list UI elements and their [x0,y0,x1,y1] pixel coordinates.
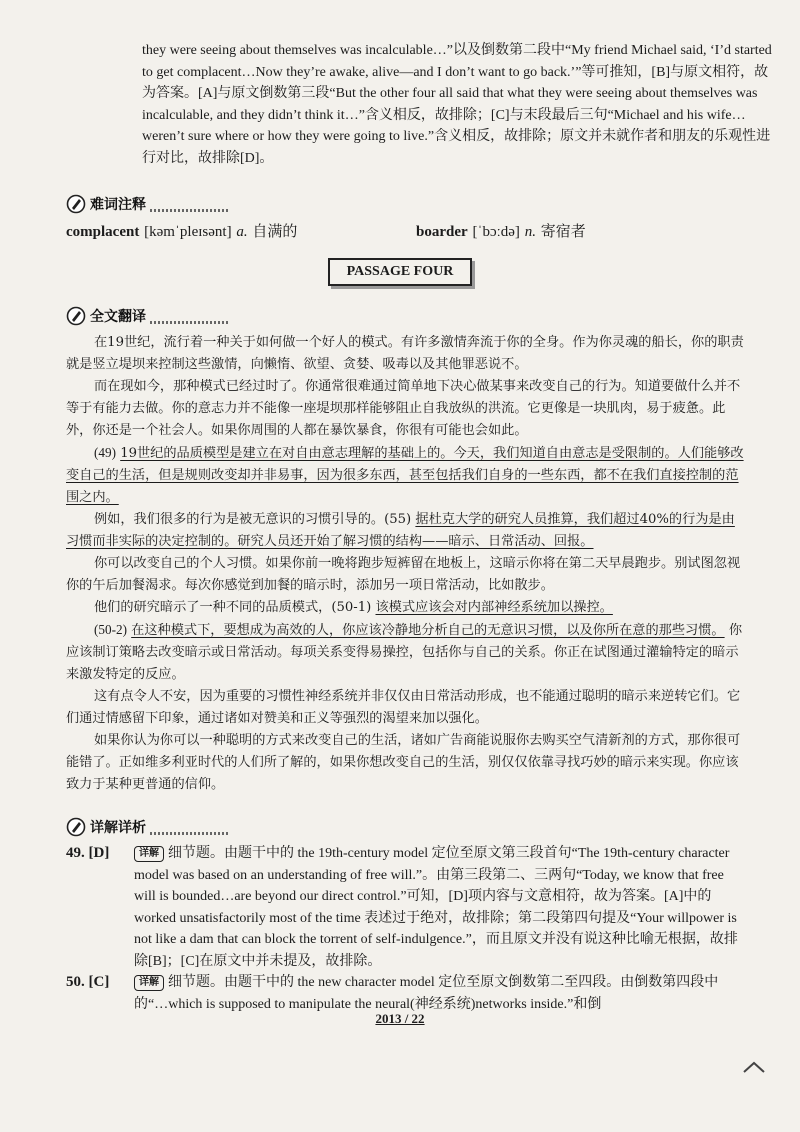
vocab-phonetic: [kəmˈpleɪsənt] [144,224,232,240]
translation-text: 例如，我们很多的行为是被无意识的习惯引导的。(55) [94,512,412,527]
translation-paragraph [66,509,748,553]
explanation-list [66,843,748,1015]
translation-paragraph [66,442,748,509]
vocab-word: boarder [416,224,468,240]
translation-section-header [66,304,230,328]
continuation-paragraph: they were seeing about themselves was incalculable…”以及倒数第二段中“My friend Michael said, ‘I’d started to get complacent…Now they’re awake, alive—and I don’t want to go back.’”等可推知，[B]与原文相符，故为答案。[A]与原文倒数第三段“But the other four all said that what they were seeing about themselves was incalculable, and they didn’t think it…”含义相反，故排除；[C]与末段最后三句“Michael and his wife…weren’t sure where or how they were going to live.”含义相反，故排除；原文并未就作者和朋友的乐观性进行对比，故排除[D]。 [142,43,772,166]
question-answer: 49. [D] [66,845,110,861]
page-number-text: 2013 / 22 [375,1011,425,1026]
vocab-entry [66,220,297,241]
passage-label: PASSAGE FOUR [328,258,472,286]
pen-icon [66,194,86,214]
detail-badge: 详解 [134,975,164,991]
explanation-text: 细节题。由题干中的 the new character model 定位至原文倒数第二至四段。由倒数第四段中的“…which is supposed to manipulate the neural(神经系统)networks inside.”和倒 [134,975,719,1012]
pen-icon [66,817,86,837]
vocab-meaning: 寄宿者 [540,222,586,240]
translation-paragraph: 而在现如今，那种模式已经过时了。你通常很难通过简单地下决心做某事来改变自己的行为。知道要做什么并不等于有能力去做。你的意志力并不能像一座堤坝那样能够阻止自我放纵的洪流。它更像是一块肌肉，易于疲惫。此外，你还是一个社会人。如果你周围的人都在暴饮暴食，你很有可能也会如此。 [66,379,741,438]
vocab-list [66,220,746,244]
vocab-pos: a. [236,224,248,240]
pen-icon [66,306,86,326]
vocab-pos: n. [524,224,536,240]
vocab-entry [416,220,586,241]
translation-paragraph [66,597,748,619]
section-underline [150,321,230,324]
translation-paragraph [66,619,748,686]
section-underline [150,209,230,212]
underlined-key-sentence: 19世纪的品质模型是建立在对自由意志理解的基础上的。今天，我们知道自由意志是受限制的。人们能够改变自己的生活，但是规则改变却并非易事，因为很多东西，甚至包括我们自身的一些东西，都不在我们直接控制的范围之内。 [66,446,744,505]
translation-paragraph: 如果你认为你可以一种聪明的方式来改变自己的生活，诸如广告商能说服你去购买空气清新剂的方式，那你很可能错了。正如维多利亚时代的人们所了解的，如果你想改变自己的生活，别仅仅依靠寻找巧妙的暗示来实现。你应该致力于某种更普通的信仰。 [66,733,741,792]
page-number [0,1011,800,1027]
detail-badge: 详解 [134,846,164,862]
translation-body [66,332,748,796]
translation-text: 你应该制订策略去改变暗示或日常活动。每项关系变得易操控，包括你与自己的关系。你正在试图通过灌输特定的暗示来激发特定的反应。 [66,623,742,682]
translation-text: 他们的研究暗示了一种不同的品质模式，(50-1) [94,600,372,615]
underlined-key-sentence: 据杜克大学的研究人员推算，我们超过40%的行为是由习惯而非实际的决定控制的。研究人员还开始了解习惯的结构——暗示、日常活动、回报。 [66,512,735,549]
explanation-section-title: 详解详析 [90,820,146,836]
vocab-meaning: 自满的 [252,222,298,240]
vocab-phonetic: [ˈbɔːdə] [472,224,520,240]
vocab-section-title: 难词注释 [90,197,146,213]
explanation-section-header [66,815,230,839]
explanation-text: 细节题。由题干中的 the 19th-century model 定位至原文第三段首句“The 19th-century character model was based on an understanding of free will.”。由第三段第二、三两句“Today, we know that free will is bounded…are beyond our direct control.”可知，[D]项内容与文意相符，故为答案。[A]中的 worked unsatisfactorily most of the time 表述过于绝对，故排除；第二段第四句提及“Your willpower is not like a dam that can block the torrent of self-indulgence.”，而且原文并没有说这种比喻无根据，故排除[B]；[C]在原文中并未提及，故排除。 [134,846,738,969]
vocab-section-header [66,192,230,216]
question-marker: (50-2) [94,622,127,637]
explanation-text-block [134,843,748,972]
explanation-item [66,843,748,972]
translation-paragraph: 这有点令人不安，因为重要的习惯性神经系统并非仅仅由日常活动形成，也不能通过聪明的暗示来逆转它们。它们通过情感留下印象，通过诸如对赞美和正义等强烈的渴望来加以强化。 [66,689,741,726]
underlined-key-sentence: 该模式应该会对内部神经系统加以操控。 [375,600,613,615]
translation-section-title: 全文翻译 [90,309,146,325]
translation-paragraph: 你可以改变自己的个人习惯。如果你前一晚将跑步短裤留在地板上，这暗示你将在第二天早晨跑步。别试图忽视你的午后加餐渴求。每次你感觉到加餐的暗示时，添加另一项日常活动，比如散步。 [66,556,741,593]
explanation-text-block [134,972,748,1015]
previous-explanation-continuation [142,40,774,169]
question-marker: (49) [94,445,116,460]
translation-paragraph: 在19世纪，流行着一种关于如何做一个好人的模式。有许多激情奔流于你的全身。作为你灵魂的船长，你的职责就是竖立堤坝来控制这些激情，向懒惰、欲望、贪婪、吸毒以及其他罪恶说不。 [66,335,744,372]
explanation-item [66,972,748,1015]
underlined-key-sentence: 在这种模式下，要想成为高效的人，你应该冷静地分析自己的无意识习惯，以及你所在意的那些习惯。 [131,623,725,638]
vocab-word: complacent [66,224,140,240]
question-answer: 50. [C] [66,974,110,990]
section-underline [150,832,230,835]
caret-up-icon [742,1060,766,1074]
